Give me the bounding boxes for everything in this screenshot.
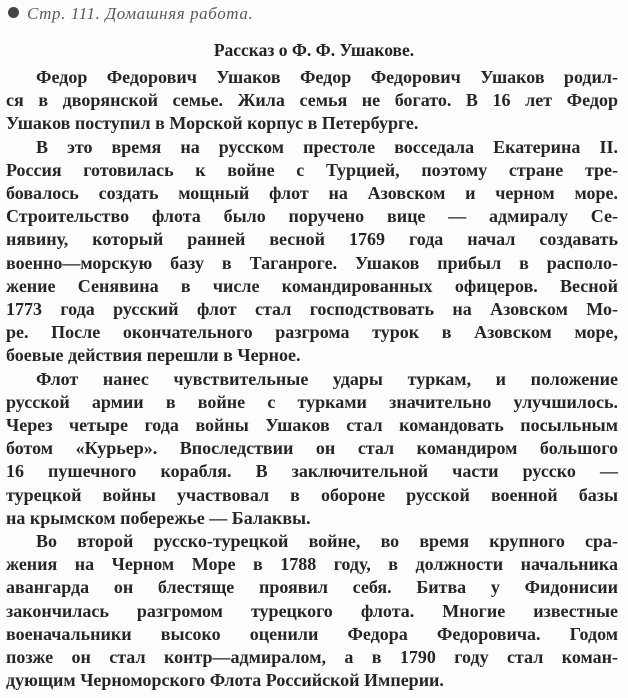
- text-line: бовалось создать мощный флот на Азовском и черном море.: [6, 183, 618, 204]
- text-line: Во второй русско-турецкой войне, во время крупного сра-: [36, 531, 618, 552]
- text-line: Через четыре года войны Ушаков стал командовать посыльным: [6, 415, 618, 436]
- text-line: жения на Черном Море в 1788 году, в должности начальника: [6, 554, 618, 575]
- text-line: на крымском побережье — Балаквы.: [6, 507, 311, 528]
- text-line: дующим Черноморского Флота Российской Империи.: [6, 670, 444, 691]
- text-line: В это время на русском престоле восседала Екатерина II.: [36, 136, 618, 157]
- paragraph-1: [6, 66, 618, 136]
- text-line: Флот нанес чувствительные удары туркам, и положение: [36, 368, 618, 389]
- bullet-icon: [8, 7, 19, 18]
- text-line: позже он стал контр—адмиралом, а в 1790 году стал коман-: [6, 647, 618, 668]
- text-line: военачальники высоко оценили Федора Федоровича. Годом: [6, 623, 618, 644]
- text-line: Федор Федорович Ушаков Федор Федорович Ушаков родил-: [36, 67, 618, 87]
- paragraph-3: [6, 368, 618, 530]
- text-line: жение Сенявина в числе командированных офицеров. Весной: [6, 275, 618, 296]
- text-line: ре. После окончательного разгрома турок в Азовском море,: [6, 322, 618, 343]
- text-line: ботом «Курьер». Впоследствии он стал командиром большого: [6, 438, 618, 459]
- text-line: русской армии в войне с турками значительно улучшилось.: [6, 391, 618, 412]
- page-header: [8, 4, 253, 24]
- paragraph-4: [6, 530, 618, 692]
- essay-body: [6, 66, 618, 692]
- header-text: Стр. 111. Домашняя работа.: [27, 4, 254, 23]
- text-line: нявину, который ранней весной 1769 года начал создавать: [6, 229, 618, 250]
- text-line: военно—морскую базу в Таганроге. Ушаков прибыл в располо-: [6, 252, 618, 273]
- text-line: турецкой войны участвовал в обороне русской военной базы: [6, 484, 618, 505]
- text-line: закончилась разгромом турецкого флота. Многие известные: [6, 600, 618, 621]
- text-line: 1773 года русский флот стал господствовать на Азовском Мо-: [6, 299, 618, 320]
- paragraph-2: [6, 136, 618, 368]
- text-line: боевые действия перешли в Черное.: [6, 345, 301, 366]
- text-line: 16 пушечного корабля. В заключительной части русско —: [6, 461, 618, 482]
- essay-title: Рассказ о Ф. Ф. Ушакове.: [213, 40, 415, 60]
- text-line: ся в дворянской семье. Жила семья не богато. В 16 лет Федор: [6, 90, 618, 111]
- text-line: Россия готовилась к войне с Турцией, поэтому стране тре-: [6, 159, 618, 180]
- text-line: авангарда он блестяще проявил себя. Битва у Фидонисии: [6, 577, 618, 598]
- text-line: Строительство флота было поручено вице — адмиралу Се-: [6, 206, 618, 227]
- text-line: Ушаков поступил в Морской корпус в Петербурге.: [6, 113, 419, 134]
